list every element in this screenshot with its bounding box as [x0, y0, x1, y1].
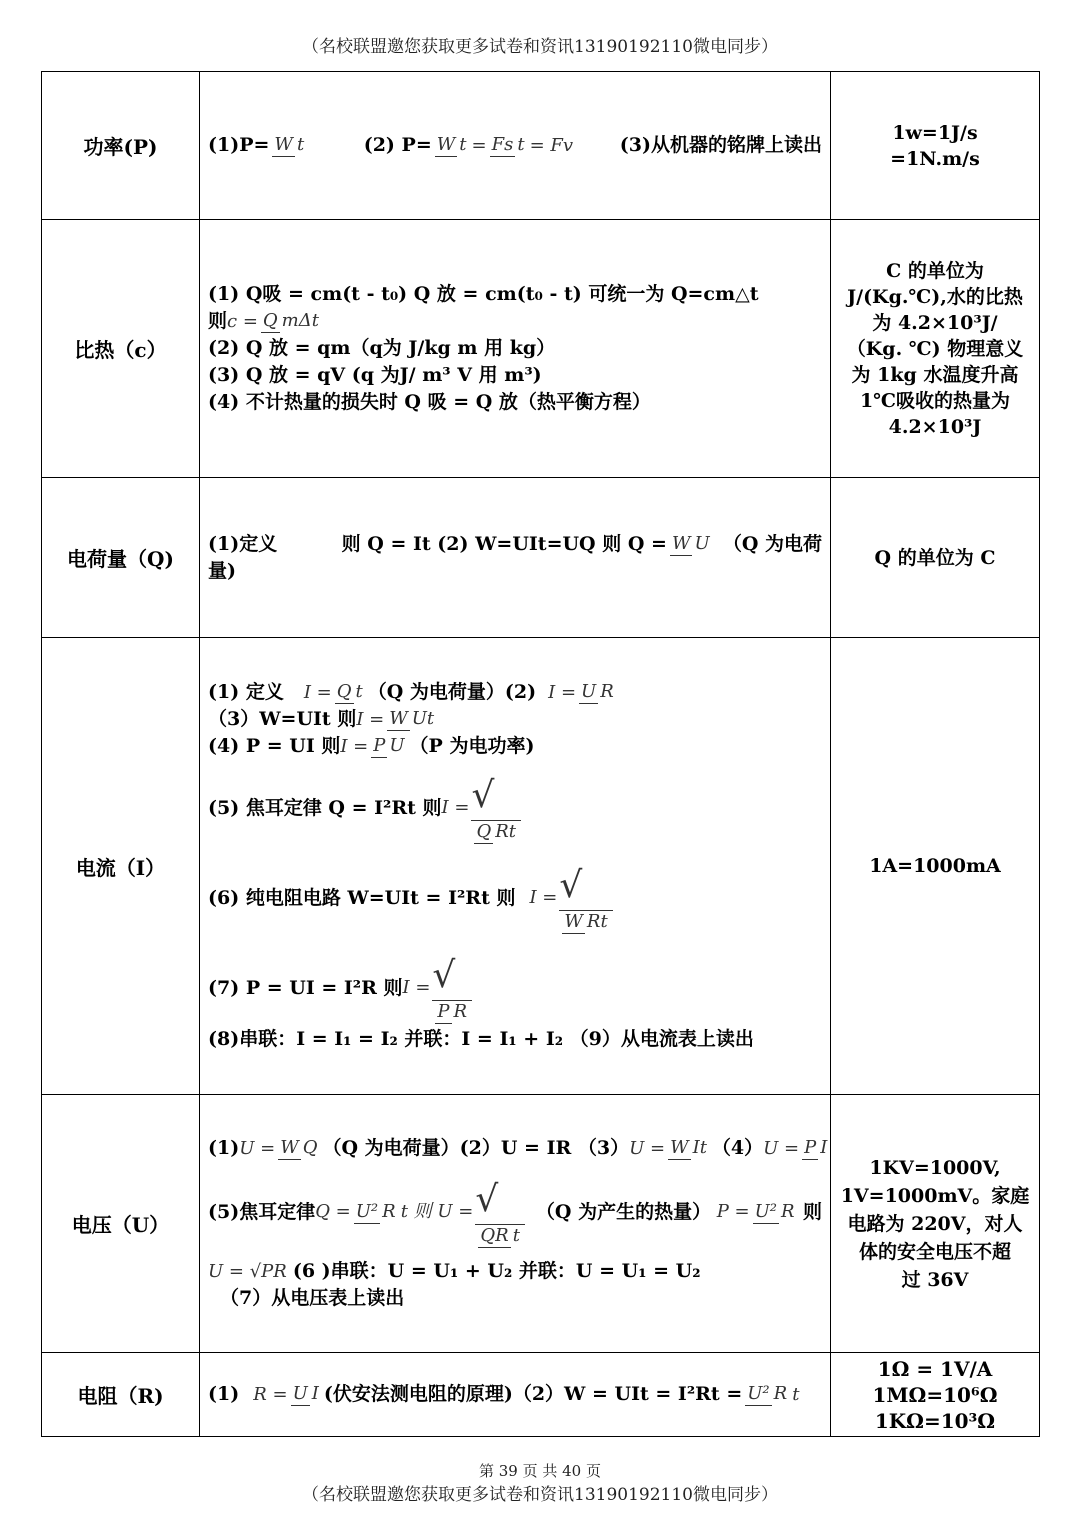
table-row — [42, 72, 1040, 220]
table-row — [42, 1353, 1040, 1437]
fraction: U R — [581, 681, 614, 703]
unit-line: 1V=1000mV。家庭 — [840, 1184, 1030, 1207]
formula-table — [41, 71, 1040, 1437]
formula-text: （Q 为产生的热量） — [535, 1200, 712, 1223]
fraction: W t — [274, 134, 305, 155]
unit-line: 为 4.2×10³J/ — [872, 311, 998, 334]
table-row — [42, 478, 1040, 638]
formula-text: （P 为电功率) — [409, 735, 535, 758]
formula-line: (1) Q吸 = cm(t - t₀) Q 放 = cm(t₀ - t) 可统一为 Q=cm△t — [208, 283, 759, 306]
unit-line: 1w=1J/s — [892, 121, 978, 144]
fraction: U² R — [747, 1383, 788, 1404]
unit-line: 1Ω = 1V/A — [877, 1356, 993, 1381]
unit-line: 电路为 220V，对人 — [847, 1212, 1023, 1235]
fraction: U² R — [355, 1200, 396, 1222]
formula-text: (伏安法测电阻的原理)（2）W = UIt = I²Rt = — [323, 1383, 743, 1406]
unit-line: 体的安全电压不超 — [858, 1240, 1011, 1263]
formula-text: (2) P= — [363, 134, 432, 157]
formula-text: (1)定义 — [208, 532, 278, 555]
formula-cell: (1) 定义 I = Q t （Q 为电荷量）(2) I = U R （3）W=UIt 则 I = W Ut (4) P = UI 则 I = P U （P 为电功率) (5) 焦耳定律 Q = I²Rt 则 I = √ Q Rt (6) 纯电阻电路 W=UIt = I²Rt 则 I = √ W Rt (7) P = UI = I²R 则 I = √ P R (8)串联：I = I₁ = I₂ 并联：I = I₁ + I₂ （9）从电流表上读出 — [200, 638, 831, 1095]
fraction: W Ut — [389, 708, 435, 730]
unit-cell — [831, 220, 1040, 478]
table-row — [42, 638, 1040, 1095]
square-root: √ Q Rt — [471, 772, 521, 844]
formula-line: (3) Q 放 = qV (q 为J/ m³ V 用 m³) — [208, 364, 542, 386]
square-root: √ W Rt — [559, 862, 612, 934]
fraction: W t — [436, 134, 467, 155]
formula-line: (2) Q 放 = qm（q为 J/kg m 用 kg） — [208, 337, 556, 360]
header-note: （名校联盟邀您获取更多试卷和资讯13190192110微电同步） — [302, 37, 778, 57]
formula-text: （3）W=UIt 则 — [208, 708, 357, 731]
formula-text: （4） — [711, 1137, 764, 1160]
unit-line: 1MΩ=10⁶Ω — [872, 1382, 998, 1407]
formula-text: （Q 为电荷 — [722, 532, 822, 555]
square-root: √ QR t — [475, 1176, 525, 1248]
unit-line: 1℃吸收的热量为 — [860, 389, 1010, 412]
quantity-cell: 功率(P) — [42, 72, 200, 220]
fraction: W It — [670, 1137, 707, 1159]
unit-line: 1KV=1000V, — [869, 1156, 1001, 1179]
fraction: Q mΔt — [262, 310, 319, 332]
unit-cell: Q 的单位为 C — [831, 478, 1040, 638]
formula-line: （7）从电压表上读出 — [220, 1287, 405, 1309]
fraction: Fs t — [491, 134, 525, 155]
formula-cell: (1) Q吸 = cm(t - t₀) Q 放 = cm(t₀ - t) 可统一为 Q=cm△t 则 c = Q mΔt (2) Q 放 = qm（q为 J/kg m 用 kg） (3) Q 放 = qV (q 为J/ m³ V 用 m³) (4) 不计热量的损失时 Q 吸 = Q 放（热平衡方程） — [200, 220, 831, 478]
formula-text: (1) 定义 — [208, 681, 284, 704]
formula-text: (6) 纯电阻电路 W=UIt = I²Rt 则 — [208, 886, 516, 909]
unit-line: 4.2×10³J — [888, 415, 982, 438]
fraction: P U — [373, 735, 405, 757]
unit-cell — [831, 1095, 1040, 1353]
fraction: Q t — [336, 681, 363, 703]
formula-cell: (1)P= W t (2) P= W t = Fs t = Fv (3)从机器的铭牌上读出 — [200, 72, 831, 220]
formula-text: (6 )串联：U = U₁ + U₂ 并联：U = U₁ = U₂ — [292, 1260, 701, 1283]
table-row — [42, 1095, 1040, 1353]
formula-text: (1)P= — [208, 134, 270, 157]
formula-text: 则 — [208, 310, 228, 333]
formula-text: （Q 为电荷量）(2）U = IR （3） — [322, 1137, 630, 1160]
formula-text: （Q 为电荷量）(2) — [367, 681, 537, 704]
unit-line: 为 1kg 水温度升高 — [851, 363, 1019, 386]
formula-line: 量) — [208, 559, 236, 582]
unit-line: J/(Kg.℃),水的比热 — [847, 285, 1023, 308]
unit-line: （Kg. ℃) 物理意义 — [846, 337, 1024, 360]
fraction: U I — [292, 1383, 319, 1404]
quantity-cell: 电荷量（Q) — [42, 478, 200, 638]
formula-cell: (1) R = U I (伏安法测电阻的原理)（2）W = UIt = I²Rt = U² R t — [200, 1353, 831, 1437]
formula-line: (8)串联：I = I₁ = I₂ 并联：I = I₁ + I₂ （9）从电流表上读出 — [208, 1028, 754, 1051]
formula-text: (1) — [208, 1383, 240, 1406]
fraction: U² R — [754, 1200, 795, 1222]
formula-text: (3)从机器的铭牌上读出 — [619, 134, 822, 157]
unit-line: 过 36V — [901, 1268, 969, 1291]
formula-text: (4) P = UI 则 — [208, 735, 341, 758]
formula-text: (1) — [208, 1137, 240, 1160]
square-root: √ P R — [432, 952, 472, 1024]
formula-cell — [200, 478, 831, 638]
fraction: W U — [671, 532, 710, 554]
formula-text: (7) P = UI = I²R 则 — [208, 976, 403, 999]
formula-cell: (1) U = W Q （Q 为电荷量）(2）U = IR （3） U = W It （4） U = P I (5)焦耳定律 Q = U² R t 则 U = √ QR t （Q 为产生的热量） P = U² R 则 U = √PR (6 )串联：U = U₁ + U₂ 并联：U = U₁ = U₂ （7）从电压表上读出 — [200, 1095, 831, 1353]
unit-cell — [831, 72, 1040, 220]
quantity-cell: 电流（I） — [42, 638, 200, 1095]
fraction: P I — [804, 1137, 828, 1159]
formula-text: (5)焦耳定律 — [208, 1200, 316, 1223]
unit-line: =1N.m/s — [890, 147, 980, 170]
unit-cell: 1A=1000mA — [831, 638, 1040, 1095]
unit-cell — [831, 1353, 1040, 1437]
page-number: 第 39 页 共 40 页 — [478, 1462, 601, 1480]
formula-text: 则 Q = It (2) W=UIt=UQ 则 Q = — [341, 532, 667, 555]
footer-note: （名校联盟邀您获取更多试卷和资讯13190192110微电同步） — [302, 1485, 778, 1505]
quantity-cell: 电阻（R) — [42, 1353, 200, 1437]
quantity-cell: 电压（U） — [42, 1095, 200, 1353]
unit-line: C 的单位为 — [886, 259, 984, 282]
formula-line: (4) 不计热量的损失时 Q 吸 = Q 放（热平衡方程） — [208, 390, 651, 413]
quantity-cell: 比热（c） — [42, 220, 200, 478]
formula-text: 则 — [802, 1200, 822, 1223]
unit-line: 1KΩ=10³Ω — [874, 1408, 996, 1433]
formula-text: (5) 焦耳定律 Q = I²Rt 则 — [208, 796, 442, 819]
fraction: W Q — [280, 1137, 318, 1159]
table-row — [42, 220, 1040, 478]
